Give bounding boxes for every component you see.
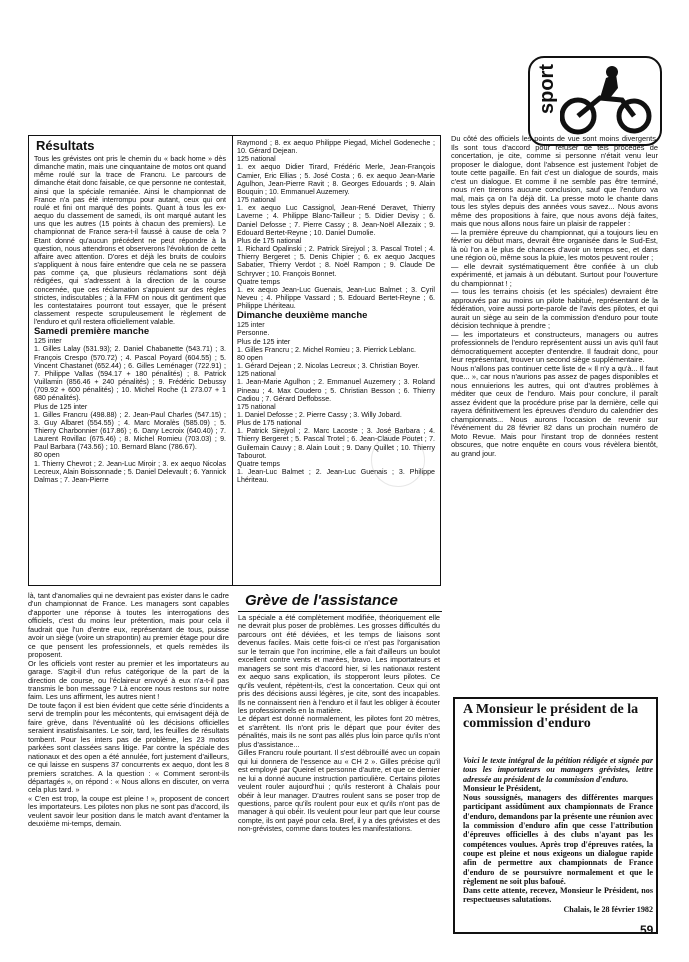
sunday-four-stroke-heading: Quatre temps [237, 459, 280, 468]
class-175-national-heading: 175 national [237, 196, 276, 205]
class-125-inter-heading: 125 inter [34, 337, 62, 346]
sunday-80-open-results: 1. Gérard Dejean ; 2. Nicolas Lecreux ; 3. Christian Boyer. [237, 362, 420, 371]
sunday-plus125-inter-results: 1. Gilles Francru ; 2. Michel Romieu ; 3. Pierrick Leblanc. [237, 345, 416, 354]
strike-section-title: Grève de l'assistance [245, 592, 398, 609]
letter-salutation: Monsieur le Président, [463, 783, 541, 793]
sunday-125-national-results: 1. Jean-Marie Agulhon ; 2. Emmanuel Auzemery ; 3. Roland Pineau ; 4. Max Coudero ; 5. Christian Besson ; 6. Thierry Cadiou ; 7. Gérard Deffobsse. [237, 378, 435, 403]
sport-logo [528, 56, 662, 146]
class-plus125-inter-heading: Plus de 125 inter [34, 402, 88, 411]
class-plus175-national-heading: Plus de 175 national [237, 236, 302, 245]
results-title: Résultats [36, 138, 95, 153]
article-paragraph: Nous n'allons pas continuer cette liste de « Il n'y a qu'à... Il faut que... », car nous n'aurions pas assez de pages disponibles et nous ennuierions les autres, qui ont d'autres problèmes à méditer que ceux de l'enduro. Mais pour conclure, il paraît assez évident que la procédure prise par la dernière, celle qui rayera définitivement les épreuves d'enduro du calendrier des championnats... Nous aurons l'occasion de revenir sur l'événement du 28 février 82 dans un prochain numéro de Moto Revue. Mais pour l'instant trop de données restent obscures, que notre enquête en cours vous révèlera bientôt, au grand jour. [451, 363, 658, 458]
article-paragraph: — tous les terrains choisis (et les spéciales) devraient être approuvés par au moins un pilote habitué, représentant de la fédération, voire aussi porte-parole de l'avis des pilotes, et qui aurait un siège au sein de la commission d'enduro pour toute décision technique à prendre ; [451, 287, 658, 330]
petition-letter-box [453, 697, 658, 934]
sunday-heading: Dimanche deuxième manche [237, 310, 368, 322]
class-plus125-inter-results: 1. Gilles Francru (498.88) ; 2. Jean-Paul Charles (547.15) ; 3. Guy Albaret (554.55) ; 4. Marc Moralès (585.09) ; 5. Thierry Charbonnier (617.86) ; 6. Dany Lecroix (640.40) ; 7. Laurent Rovillac (675.46) ; 8. Michel Romieu (703.03) ; 9. Paul Barbara (743.56) ; 10. Bernard Blanc (786.67). [34, 410, 226, 452]
article-column-3 [451, 135, 658, 458]
letter-text: Nous soussignés, managers des différentes marques participant assidûment aux championnats de France d'enduro, demandons par la présente une réunion avec la commission d'enduro afin que cesse l'attribution d'épreuves officielles à des clubs n'ayant pas les compétences voulues. Après trop d'épreuves ratées, la coupe est pleine et nous exigeons un dialogue rapide afin de permettre aux championnats de France d'enduro de se poursuivre normalement et que le règlement ne soit plus bafoué. [463, 793, 653, 886]
class-80-open-results-cont: Raymond ; 8. ex aequo Philippe Piegad, Michel Godeneche ; 10. Gérard Dejean. [237, 139, 435, 156]
page-number: 59 [640, 923, 654, 937]
sunday-plus175-national-results: 1. Patrick Sirejyol ; 2. Marc Lacoste ; 3. José Barbara ; 4. Thierry Bergeret ; 5. Pascal Trotel ; 6. Jean-Claude Poutet ; 7. Guilemain Cauvy ; 8. Alain Louit ; 9. Dany Quillet ; 10. Thierry Tabourot. [237, 427, 435, 460]
article-paragraph: « C'en est trop, la coupe est pleine ! », proposent de concert les importateurs. Les pilotes non plus ne sont pas d'accord, ils veulent savoir leur position dans le match avant d'entamer la deuxième mi-temps, demain. [28, 793, 229, 829]
results-column-2 [237, 139, 435, 484]
class-125-inter-results: 1. Gilles Lalay (531.93); 2. Daniel Chabanette (543.71) ; 3. François Crespo (570.72) ; 4. Pascal Poyard (604.55) ; 5. Vincent Chastanet (652.44) ; 6. Gilles Leménager (722.91) ; 7. Philippe Vallas (594.17 + 180 pénalités) ; 8. Patrick Vuillamin (856.46 + 240 pénalités) ; 9. Frédéric Debussy (709.92 + 600 pénalités) ; 10. Michel Roche (1 273.07 + 1 680 pénalités). [34, 345, 226, 403]
article-paragraph: — les importateurs et constructeurs, managers ou autres professionnels de l'enduro représentent aussi un avis qu'il faut démocratiquement accepter d'entendre. Il faudrait donc, pour leur représentant, trouver un second siège supplémentaire. [451, 329, 658, 364]
sport-logo-text: sport [536, 64, 558, 114]
article-paragraph: Or les officiels vont rester au premier et les importateurs au garage. S'agit-il d'un refus catégorique de la part de la direction de course, ou l'éclaireur envoyé à eux n'a-t-il pas transmis le bon message ? Là encore nous restons sur notre faim. Les uns affirment, les autres nient ! [28, 658, 229, 702]
saturday-heading: Samedi première manche [34, 326, 150, 338]
letter-title: A Monsieur le président de la commission d'enduro [463, 702, 639, 731]
results-intro: Tous les grévistes ont pris le chemin du « back home » dès dimanche matin, mais une cinquantaine de motos ont quand même roulé sur la trace de Francru. Le parcours de dimanche était donc faisable, ce que personne ne contestait, ainsi que la spéciale remaniée. Ainsi le championnat de France n'a pas été interrompu pour autant, ceux qui ont roulé et fini ont marqué des points. Quant à tous les ex-aequo du classement de samedi, ils ont marqué autant les uns que les autres (15 points à chacun des premiers). Le championnat de France sera-t-il faussé à cause de cela ? Etant donné qu'aucun précédent ne peut répondre à la question, nous attendrons et observerons l'évolution de cette affaire avec attention. D'ores et déjà les bruits de couloirs s'appliquent à nous faire entendre que cela ne se passera pas comme ça, que plusieurs réclamations sont déjà rédigées, qui s'adressent à la direction de la course concernée, que ces réclamation s'appuient sur des règles strictes, indiscutables ; à la FFM on nous dit gentiment que les contestataires pourront tout essayer, que le présent classement respecte scrupuleusement le règlement de l'enduro et qu'il restera officiellement valable. [34, 155, 226, 327]
sunday-four-stroke-results: 1. Jean-Luc Balmet ; 2. Jean-Luc Guenais ; 3. Philippe Lhériteau. [237, 468, 435, 485]
article-paragraph: — elle devrait systématiquement être confiée à un club expérimenté, et jamais à un débutant. Surtout pour l'ouverture du championnat ! ; [451, 261, 658, 288]
article-paragraph: La spéciale a été complètement modifiée, théoriquement elle ne devrait plus poser de problèmes. Les grosses difficultés du parcours ont été déviées, et les temps de liaisons sont devenus faciles. Mais cette fois-ci ce n'est pas l'organisation sur le terrain que l'on incrimine, elle a fait d'ailleurs un boulot excellent contre vents et marées, bravo. Les importateurs et managers se sont mis d'accord hier, si les nationaux restent ex aequo sans explication, ils stopperont leurs pilotes. Ce qu'ils veulent, répètent-ils, c'est la concertation. Ceux qui ont pris des décisions aussi légères, je cite, sont des incapables. Ils ne connaissent rien à l'enduro et il faut les obliger à écouter les professionnels en la matière. [238, 613, 440, 715]
section-rule [238, 611, 442, 612]
sunday-175-national-heading: 175 national [237, 402, 276, 411]
letter-lead: Voici le texte intégral de la pétition rédigée et signée par tous les importateurs ou managers grévistes, lettre adressée au président de la commission d'enduro. [463, 756, 653, 784]
article-paragraph: — la première épreuve du championnat, qui a toujours lieu en février ou début mars, devrait être organisée dans le Sud-Est, là où l'on a le plus de chances d'avoir un temps sec, et dans une région où, même sous la pluie, les motos peuvent rouler ; [451, 227, 658, 262]
class-125-national-results: 1. ex aequo Didier Tirard, Frédéric Merle, Jean-François Camier, Eric Ellias ; 5. José Costa ; 6. ex aequo Jean-Marie Agulhon, Jean-Pierre Ravit ; 8. Georges Edouards ; 9. Alain Bouquin ; 10. Emmanuel Auzemery. [237, 163, 435, 196]
results-column-1 [34, 155, 226, 484]
results-column-divider [232, 135, 233, 586]
class-four-stroke-heading: Quatre temps [237, 277, 280, 286]
sunday-125-inter-heading: 125 inter [237, 321, 265, 330]
letter-signature: Chalais, le 28 février 1982 [563, 904, 653, 914]
article-column-1 [28, 592, 229, 829]
class-four-stroke-results: 1. ex aequo Jean-Luc Guenais, Jean-Luc Balmet ; 3. Cyril Neveu ; 4. Philippe Vassard ; 5. Edouard Bertet-Reyne ; 6. Philippe Lhériteau. [237, 285, 435, 311]
class-plus175-national-results: 1. Richard Opalinski ; 2. Patrick Sirejyol ; 3. Pascal Trotel ; 4. Thierry Bergeret ; 5. Denis Chipier ; 6. ex aequo Jacques Sabatier, Thierry Verdot ; 8. Noël Rampon ; 9. Claude De Schryver ; 10. François Bonnet. [237, 245, 435, 278]
article-paragraph: Du côté des officiels les points de vue sont moins divergents. Ils sont tous d'accord pour refuser de tels procédés de concertation, je cite, comme si personne n'était venu leur proposer le dialogue, dont l'absence est justement l'objet de toute cette pagaille. En fait c'est un dialogue de sourds, mais c'est un dialogue. Et comme il ne semble pas être terminé, nous n'en tirerons aucune conclusion, sauf que l'enduro va mal, mais ça on l'a déjà dit. La presse moto le chante dans tous les styles depuis des années vous savez... Nous avons même des propositions à faire, que nous avons déjà faites, mais que nous allons nous faire un plaisir de rappeler : [451, 134, 658, 228]
class-175-national-results: 1. ex aequo Luc Cassignol, Jean-René Deravet, Thierry Laverne ; 4. Philippe Blanc-Tailleur ; 5. Didier Devisy ; 6. Daniel Defosse ; 7. Pierre Cassy ; 8. Jean-Noël Allezaix ; 9. Edouard Bertet-Reyne ; 10. Daniel Dumolie. [237, 204, 435, 237]
class-80-open-heading: 80 open [34, 451, 60, 460]
article-paragraph: Gilles Francru roule pourtant. Il s'est débrouillé avec un copain qui lui donnera de l'essence au « CH 2 ». Gilles précise qu'il est employé par Queirel et personne d'autre, et que ce dernier ne lui a donné aucune instruction particulière. Certains pilotes veulent rouler aujourd'hui ; qu'ils resteront à Chalais pour obéir à leur manager. D'autres roulent sans se poser trop de questions, parce qu'ils roulent pour eux et qu'ils n'ont pas de manager à qui obéir. Ils veulent pour leur part que leur course compte, ils ont payé pour cela. Bref, il y a des grévistes et des non-grévistes, comme dans toutes les manifestations. [238, 748, 440, 834]
sunday-175-national-results: 1. Daniel Defosse ; 2. Pierre Cassy ; 3. Willy Jobard. [237, 411, 402, 419]
article-paragraph: De toute façon il est bien évident que cette série d'incidents a servi de tremplin pour les mécontents, qui envisagent déjà de faire grève, dans l'éventualité où les décisions officielles seraient insatisfaisantes. Le soir, tard, les feuilles de résultats tombent. Pour les inters pas de problème, les 23 motos parkées sont classées sans litige. Par contre la spéciale des nationaux et des open a été annulée, fort justement d'ailleurs, ce qui laisse en suspens 37 concurrents ex aequo, dont les 8 premiers scratches. A la question : « Comment seront-ils départagés », on répond : « Nous allons en discuter, on verra cela plus tard. » [28, 700, 229, 795]
letter-closing: Dans cette attente, recevez, Monsieur le Président, nos respectueuses salutations. [463, 886, 653, 905]
class-125-national-heading: 125 national [237, 155, 276, 164]
article-paragraph: là, tant d'anomalies qui ne devraient pas exister dans le cadre d'un championnat de France. Les managers sont capables d'apporter une réponse à toutes les interrogations des officiels, c'est du moins leur prétention, mais pour cela il faudrait que l'un d'entre eux, représentant de tous, puisse avoir un siège (voire un strapontin) au premier étage pour dire ce que pensent les professionnels, et quels remèdes ils proposent. [28, 591, 229, 660]
strike-article [238, 614, 440, 834]
article-paragraph: Le départ est donné normalement, les pilotes font 20 mètres, et s'arrêtent. Ils n'ont pris le départ que pour éviter des pénalités, mais ils ne sont pas allés plus loin parce qu'ils n'ont plus d'assistance... [238, 714, 440, 749]
class-80-open-results: 1. Thierry Chevrot ; 2. Jean-Luc Miroir ; 3. ex aequo Nicolas Lecreux, Alain Boissonnade ; 5. Daniel Delevault ; 6. Yannick Dalmas ; 7. Jean-Pierre [34, 459, 226, 484]
watermark-stamp [371, 433, 425, 487]
sunday-125-national-heading: 125 national [237, 370, 276, 379]
letter-body [463, 756, 653, 914]
motorcycle-rider-icon [560, 64, 652, 138]
sunday-80-open-heading: 80 open [237, 353, 263, 362]
sunday-125-inter-results: Personne. [237, 329, 270, 338]
sunday-plus125-inter-heading: Plus de 125 inter [237, 337, 291, 346]
sunday-plus175-national-heading: Plus de 175 national [237, 419, 302, 428]
